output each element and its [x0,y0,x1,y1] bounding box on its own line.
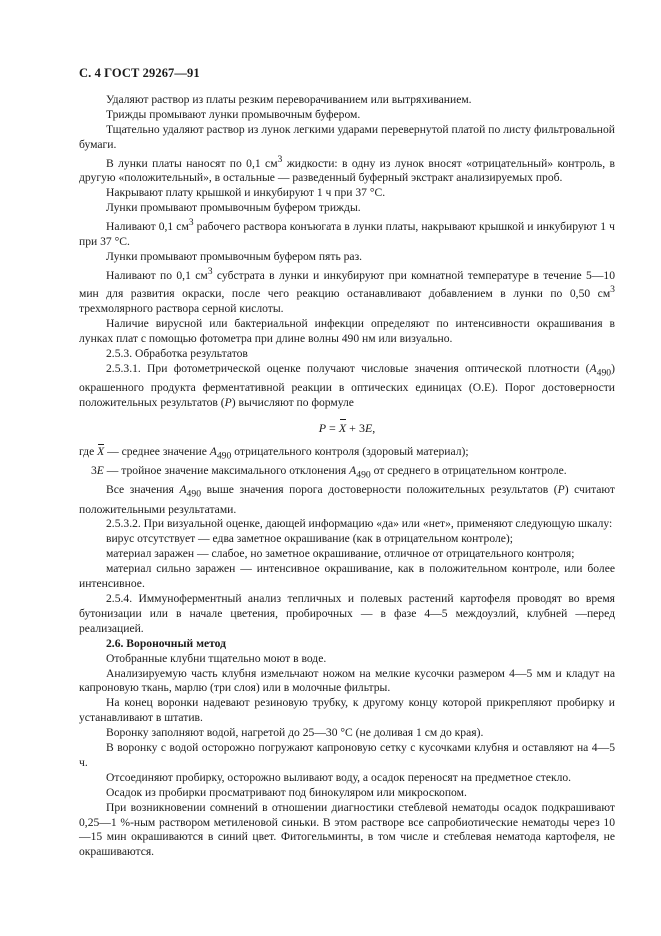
text: отрицательного контроля (здоровый материал); [231,444,469,458]
text: от среднего в отрицательном контроле. [370,464,567,478]
section-heading: 2.5.3. Обработка результатов [106,346,248,360]
paragraph: Анализируемую часть клубня измельчают ножом на мелкие кусочки размером 4—5 мм и кладут на капроновую ткань, марлю (три слоя) или в молочные фильтры. [79,666,615,695]
text: В лунки платы наносят по 0,1 см [106,156,278,170]
document-page [79,66,615,860]
formula [79,420,615,436]
text: ) считают положительными результатами. [79,483,616,516]
paragraph: 2.5.4. Иммуноферментный анализ тепличных и полевых растений картофеля проводят во время бутонизации или в начале цветения, пробирочных — в фазе 4—5 междоузлий, клубней —перед реализацией. [79,591,615,635]
subscript: 490 [596,367,612,379]
text: = [326,420,339,435]
text: ) вычисляют по формуле [231,395,354,409]
text: , [372,420,376,435]
symbol-x-mean: X [338,420,347,435]
text: Наливают по 0,1 см [106,268,208,282]
paragraph [79,216,615,250]
subscript: 490 [356,469,371,481]
text: где [79,444,98,458]
superscript: 3 [277,153,283,165]
paragraph: 2.5.3.2. При визуальной оценке, дающей информацию «да» или «нет», применяют следующую шкалу: [106,517,613,531]
paragraph: Наличие вирусной или бактериальной инфекции определяют по интенсивности окрашивания в лунках плат с помощью фотометра при длине волны 490 нм или визуально. [79,317,615,346]
paragraph: Осадок из пробирки просматривают под бинокуляром или микроскопом. [106,785,467,799]
text: + 3 [346,420,365,435]
scale-item: материал заражен — слабое, но заметное окрашивание, отличное от отрицательного контроля; [106,547,575,561]
paragraph: Лунки промывают промывочным буфером пять раз. [106,249,363,263]
scale-item: материал сильно заражен — интенсивное окрашивание, как в положительном контроле, или более интенсивное. [79,562,615,591]
text: Все значения [106,483,180,497]
paragraph: Трижды промывают лунки промывочным буфером. [106,107,361,121]
subscript: 490 [186,488,202,500]
text: субстрата в лунки и инкубируют при комнатной температуре в течение 5—10 мин для развития окраски, после чего реакцию останавливают добавлением в лунки по 0,50 см [79,268,616,301]
text: 3 [91,464,97,478]
paragraph: Удаляют раствор из платы резким переворачиванием или вытряхиванием. [106,93,472,106]
symbol-p: P [224,395,232,409]
paragraph [79,464,615,483]
text: трехмолярного раствора серной кислоты. [79,302,284,316]
paragraph [79,445,615,464]
paragraph [79,483,615,517]
page-header: С. 4 ГОСТ 29267—91 [79,66,200,80]
superscript: 3 [188,217,194,229]
text: ) окрашенного продукта ферментативной реакции в оптических единицах (О.Е). Порог достоверности положительных результатов ( [79,361,615,409]
superscript: 3 [207,265,213,277]
symbol-a: A [179,483,187,497]
section-heading: 2.6. Вороночный метод [106,636,227,650]
paragraph: На конец воронки надевают резиновую трубку, к другому концу которой прикрепляют пробирку и устанавливают в штатив. [79,696,615,725]
superscript: 3 [610,284,615,296]
paragraph: Отобранные клубни тщательно моют в воде. [106,651,327,665]
subscript: 490 [216,450,232,462]
symbol-e: E [96,464,104,478]
text: 2.5.3.1. При фотометрической оценке получают числовые значения оптической плотности ( [106,361,590,375]
paragraph: Отсоединяют пробирку, осторожно выливают воду, а осадок переносят на предметное стекло. [106,770,572,784]
text: рабочего раствора конъюгата в лунки платы, накрывают крышкой и инкубируют 1 ч при 37 °С. [79,219,615,248]
symbol-a: A [349,464,357,478]
symbol-a: A [209,444,217,458]
text: Наливают 0,1 см [106,219,189,233]
paragraph [79,265,615,317]
text: жидкости: в одну из лунок вносят «отрицательный» контроль, в другую «положительный», в остальные — разведенный буферный экстракт анализируемых проб. [79,156,615,185]
symbol-p: P [557,483,565,497]
paragraph: Тщательно удаляют раствор из лунок легкими ударами перевернутой платой по листу фильтровальной бумаги. [79,122,615,151]
paragraph: При возникновении сомнений в отношении диагностики стеблевой нематоды осадок подкрашивают 0,25—1 %-ным раствором метиленовой синьки. В этом растворе все сапробиотические нематоды через 10—15 мин окрашиваются в синий цвет. Фитогельминты, в том числе и стеблевая нематода картофеля, не окрашиваются. [79,800,615,859]
text: — среднее значение [104,444,210,458]
symbol-a: A [589,361,597,375]
paragraph: В воронку с водой осторожно погружают капроновую сетку с кусочками клубня и оставляют на 4—5 ч. [79,741,615,769]
symbol-x-mean: X [97,444,105,458]
paragraph [79,362,615,411]
paragraph: Воронку заполняют водой, нагретой до 25—30 °С (не доливая 1 см до края). [106,726,484,740]
paragraph: Накрывают плату крышкой и инкубируют 1 ч при 37 °С. [106,186,386,200]
scale-item: вирус отсутствует — едва заметное окрашивание (как в отрицательном контроле); [106,532,513,546]
paragraph: Лунки промывают промывочным буфером трижды. [106,201,361,215]
symbol-e: E [364,420,373,435]
symbol-p: P [318,420,327,435]
text: выше значения порога достоверности положительных результатов ( [201,483,558,497]
text: — тройное значение максимального отклонения [103,464,350,478]
paragraph [79,153,615,187]
